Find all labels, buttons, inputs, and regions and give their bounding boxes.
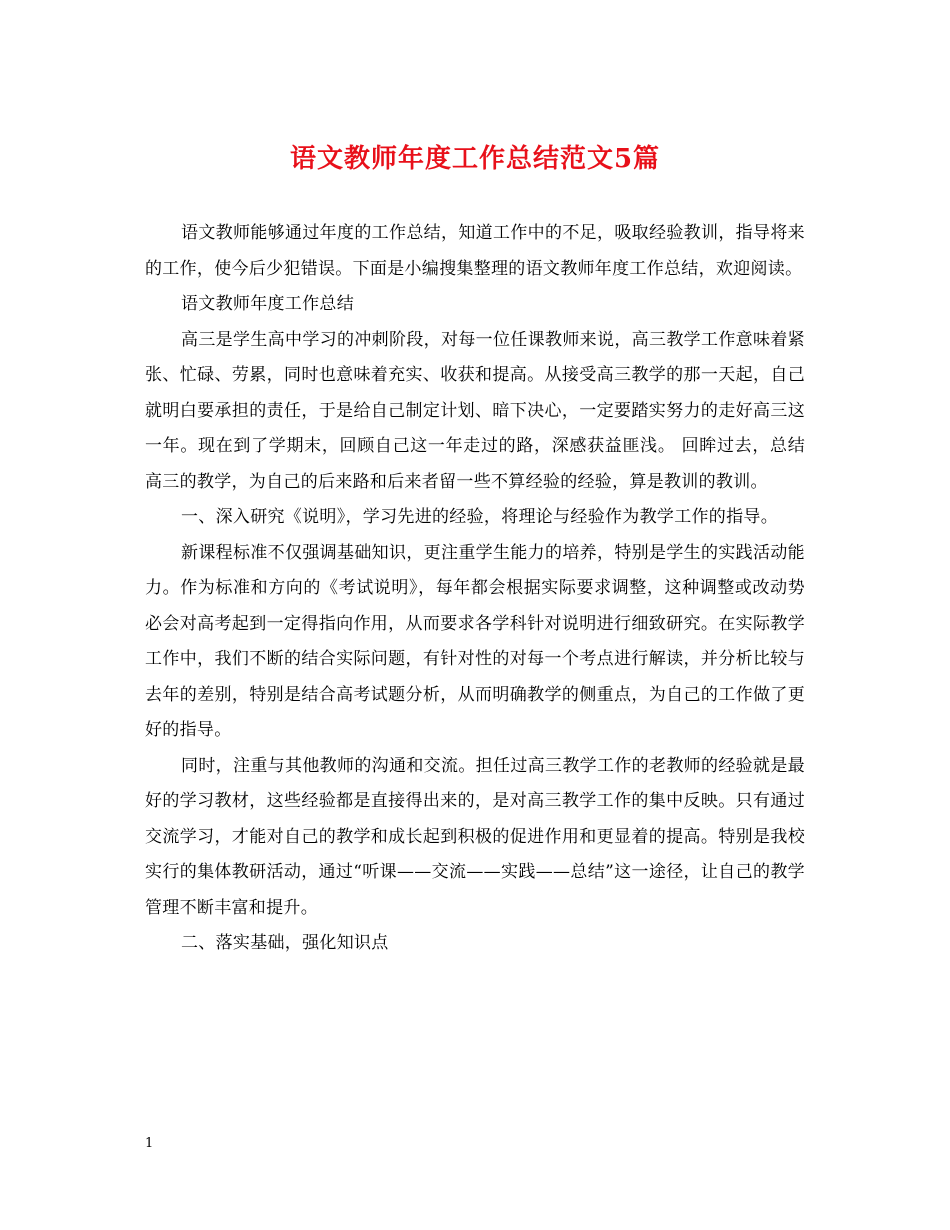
point-heading-1: 一、深入研究《说明》，学习先进的经验，将理论与经验作为教学工作的指导。 xyxy=(181,507,778,527)
body-paragraph: 高三是学生高中学习的冲刺阶段，对每一位任课教师来说，高三教学工作意味着紧张、忙碌、劳累，同时也意味着充实、收获和提高。从接受高三教学的那一天起，自己就明白要承担的责任，于是给自己制定计划、暗下决心，一定要踏实努力的走好高三这一年。现在到了学期末，回顾自己这一年走过的路，深感获益匪浅。 回眸过去，总结高三的教学，为自己的后来路和后来者留一些不算经验的经验，算是教训的教训。 xyxy=(145,329,805,492)
document-title: 语文教师年度工作总结范文5篇 xyxy=(289,144,661,174)
body-paragraph: 新课程标准不仅强调基础知识，更注重学生能力的培养，特别是学生的实践活动能力。作为标准和方向的《考试说明》，每年都会根据实际要求调整，这种调整或改动势必会对高考起到一定得指向作用，从而要求各学科针对说明进行细致研究。在实际教学工作中，我们不断的结合实际问题，有针对性的对每一个考点进行解读，并分析比较与去年的差别，特别是结合高考试题分析，从而明确教学的侧重点，为自己的工作做了更好的指导。 xyxy=(145,542,805,740)
page-number: 1 xyxy=(145,1136,154,1151)
body-paragraph: 同时，注重与其他教师的沟通和交流。担任过高三教学工作的老教师的经验就是最好的学习教材，这些经验都是直接得出来的，是对高三教学工作的集中反映。只有通过交流学习，才能对自己的教学和成长起到积极的促进作用和更显着的提高。特别是我校实行的集体教研活动，通过“听课——交流——实践——总结”这一途径，让自己的教学管理不断丰富和提升。 xyxy=(145,755,805,918)
section-heading: 语文教师年度工作总结 xyxy=(181,294,354,314)
document-body xyxy=(145,216,805,962)
intro-paragraph: 语文教师能够通过年度的工作总结，知道工作中的不足，吸取经验教训，指导将来的工作，使今后少犯错误。下面是小编搜集整理的语文教师年度工作总结，欢迎阅读。 xyxy=(145,223,805,279)
point-heading-2: 二、落实基础，强化知识点 xyxy=(181,933,389,953)
